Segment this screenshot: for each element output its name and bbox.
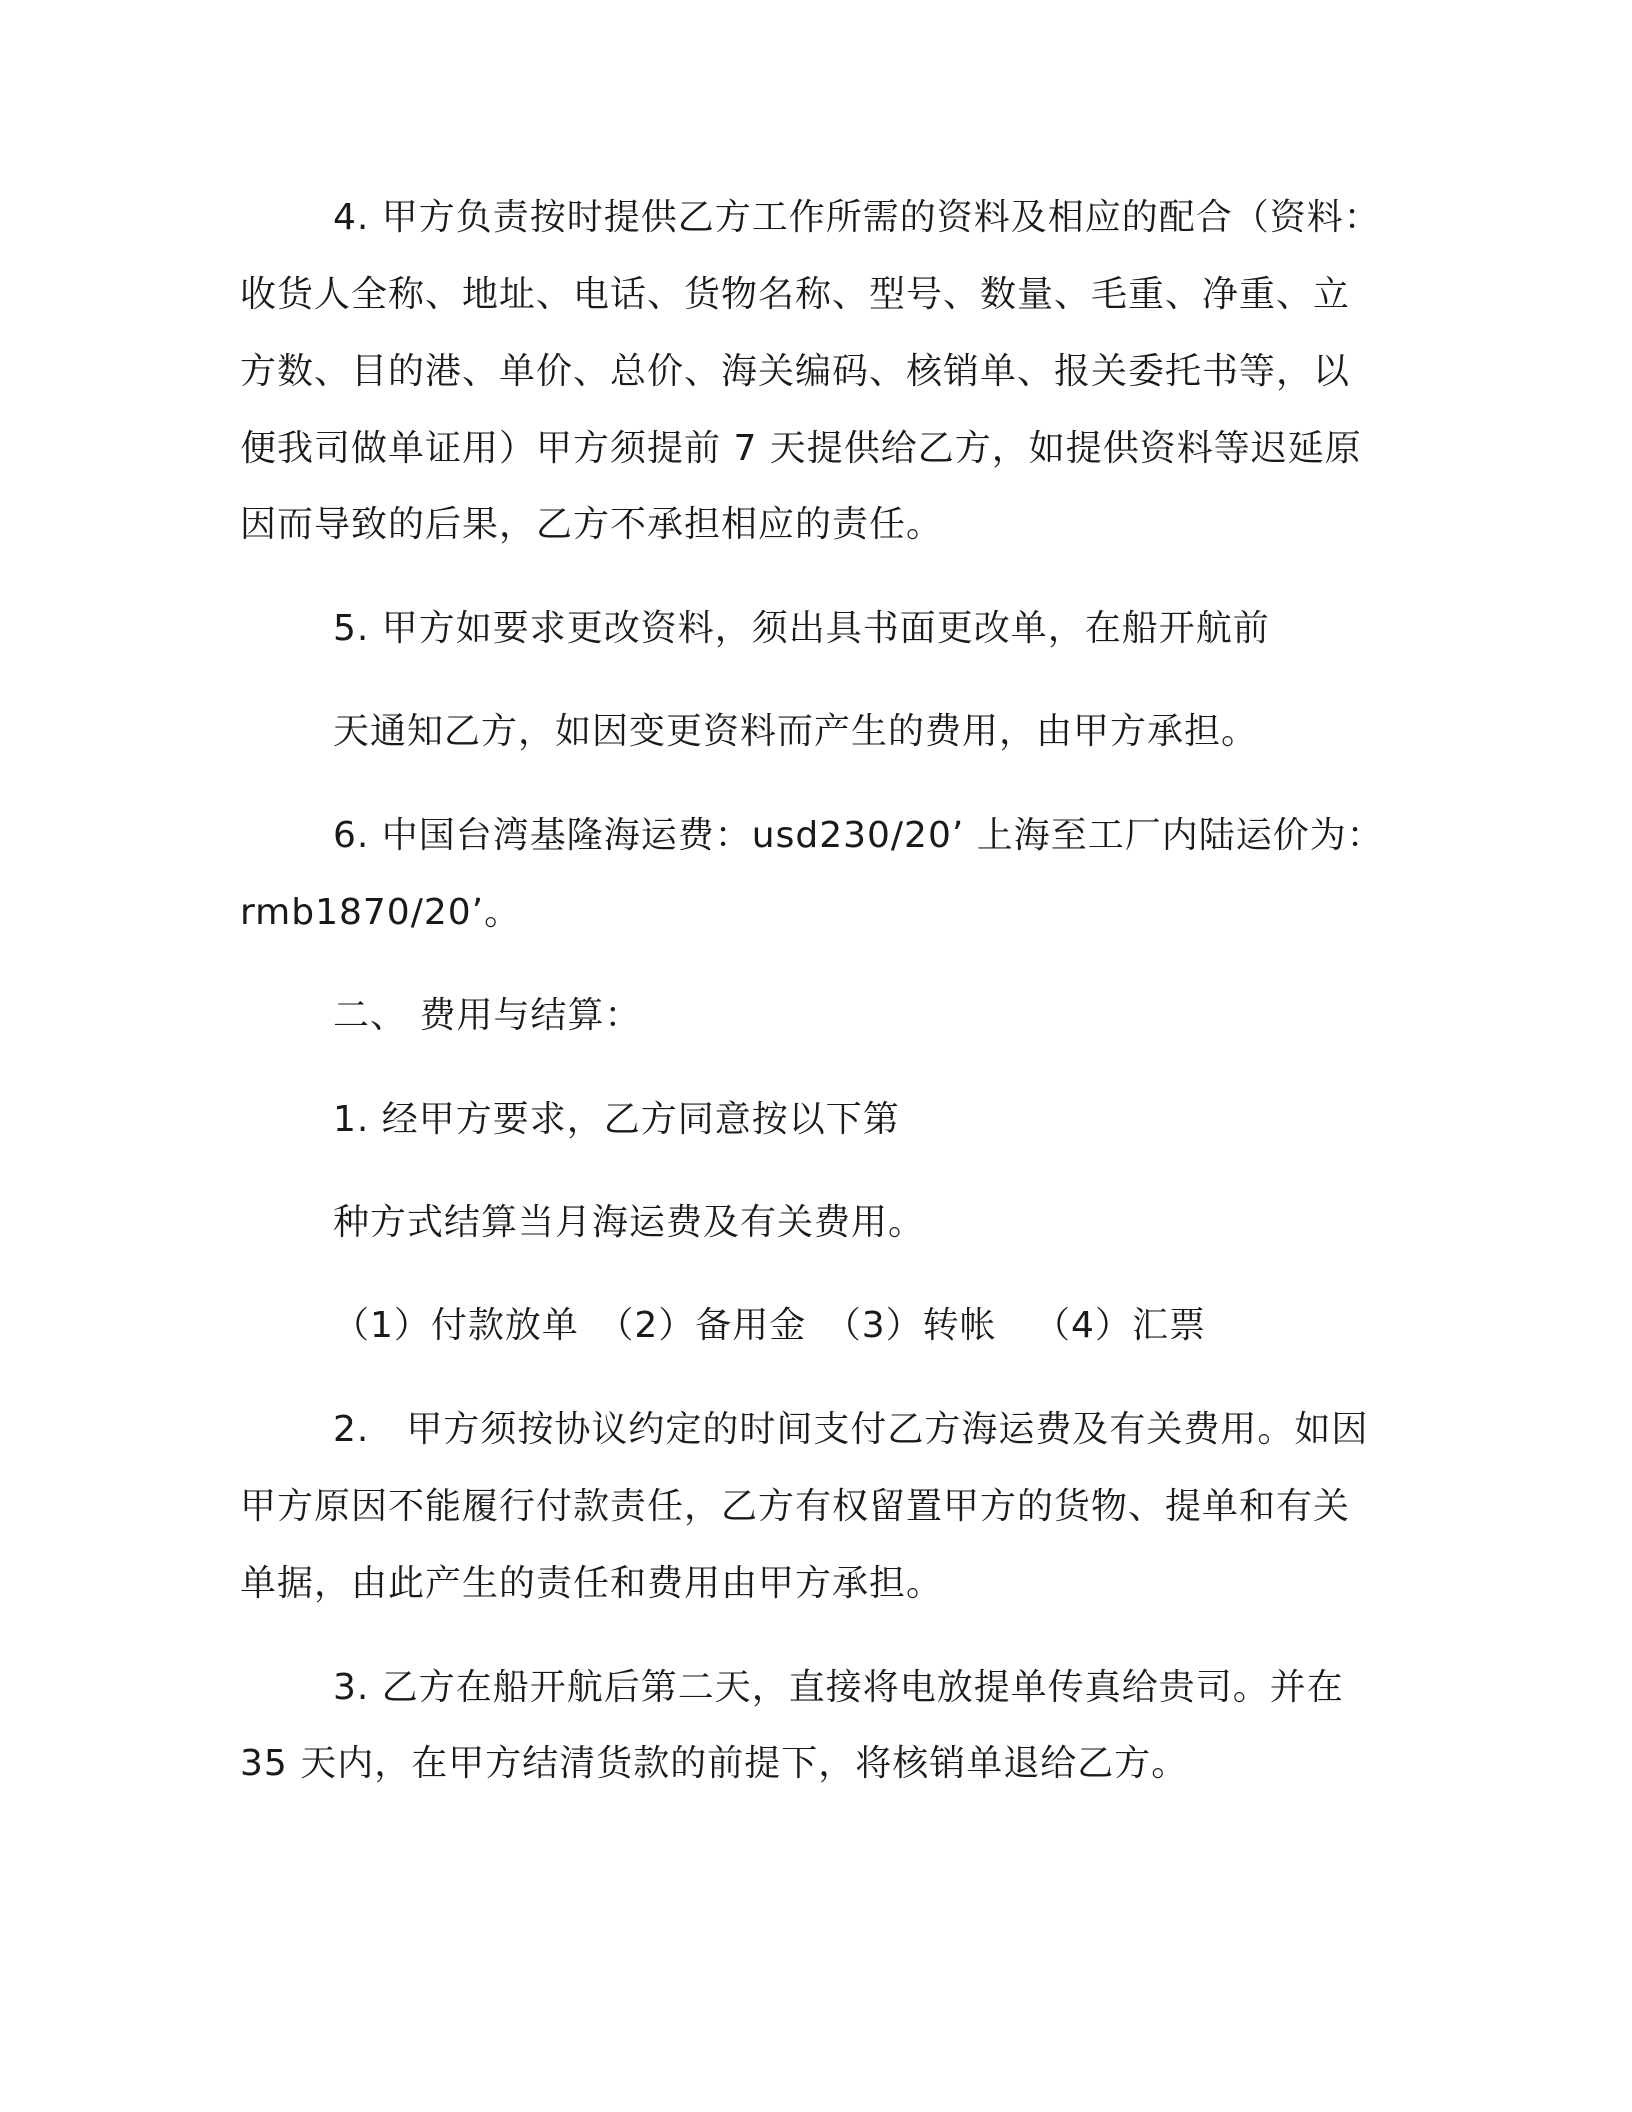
clause-2-3-line-2: 35 天内，在甲方结清货款的前提下，将核销单退给乙方。 [240,1743,1189,1784]
settlement-options: （1）付款放单 （2）备用金 （3）转帐 （4）汇票 [333,1305,1206,1346]
clause-2-3-line-1: 3. 乙方在船开航后第二天，直接将电放提单传真给贵司。并在 [333,1667,1344,1708]
clause-5-line-2: 天通知乙方，如因变更资料而产生的费用，由甲方承担。 [333,711,1259,752]
clause-5-line-1: 5. 甲方如要求更改资料，须出具书面更改单，在船开航前 [333,608,1270,649]
clause-4-line-3: 方数、目的港、单价、总价、海关编码、核销单、报关委托书等，以 [240,351,1351,392]
clause-6-line-1: 6. 中国台湾基隆海运费：usd230/20’ 上海至工厂内陆运价为： [333,815,1384,856]
clause-2-2-line-1: 2. 甲方须按协议约定的时间支付乙方海运费及有关费用。如因 [333,1409,1369,1450]
clause-2-1-line-2: 种方式结算当月海运费及有关费用。 [333,1202,926,1243]
clause-4-line-2: 收货人全称、地址、电话、货物名称、型号、数量、毛重、净重、立 [240,274,1351,315]
clause-2-2-line-3: 单据，由此产生的责任和费用由甲方承担。 [240,1563,944,1604]
clause-4-line-4: 便我司做单证用）甲方须提前 7 天提供给乙方，如提供资料等迟延原 [240,428,1362,469]
section-heading-fees: 二、 费用与结算： [333,995,642,1036]
clause-2-2-line-2: 甲方原因不能履行付款责任，乙方有权留置甲方的货物、提单和有关 [240,1486,1351,1527]
clause-6-line-2: rmb1870/20’。 [240,892,522,933]
clause-2-1-line-1: 1. 经甲方要求，乙方同意按以下第 [333,1099,900,1140]
clause-4-line-1: 4. 甲方负责按时提供乙方工作所需的资料及相应的配合（资料： [333,197,1381,238]
clause-4-line-5: 因而导致的后果，乙方不承担相应的责任。 [240,504,944,545]
